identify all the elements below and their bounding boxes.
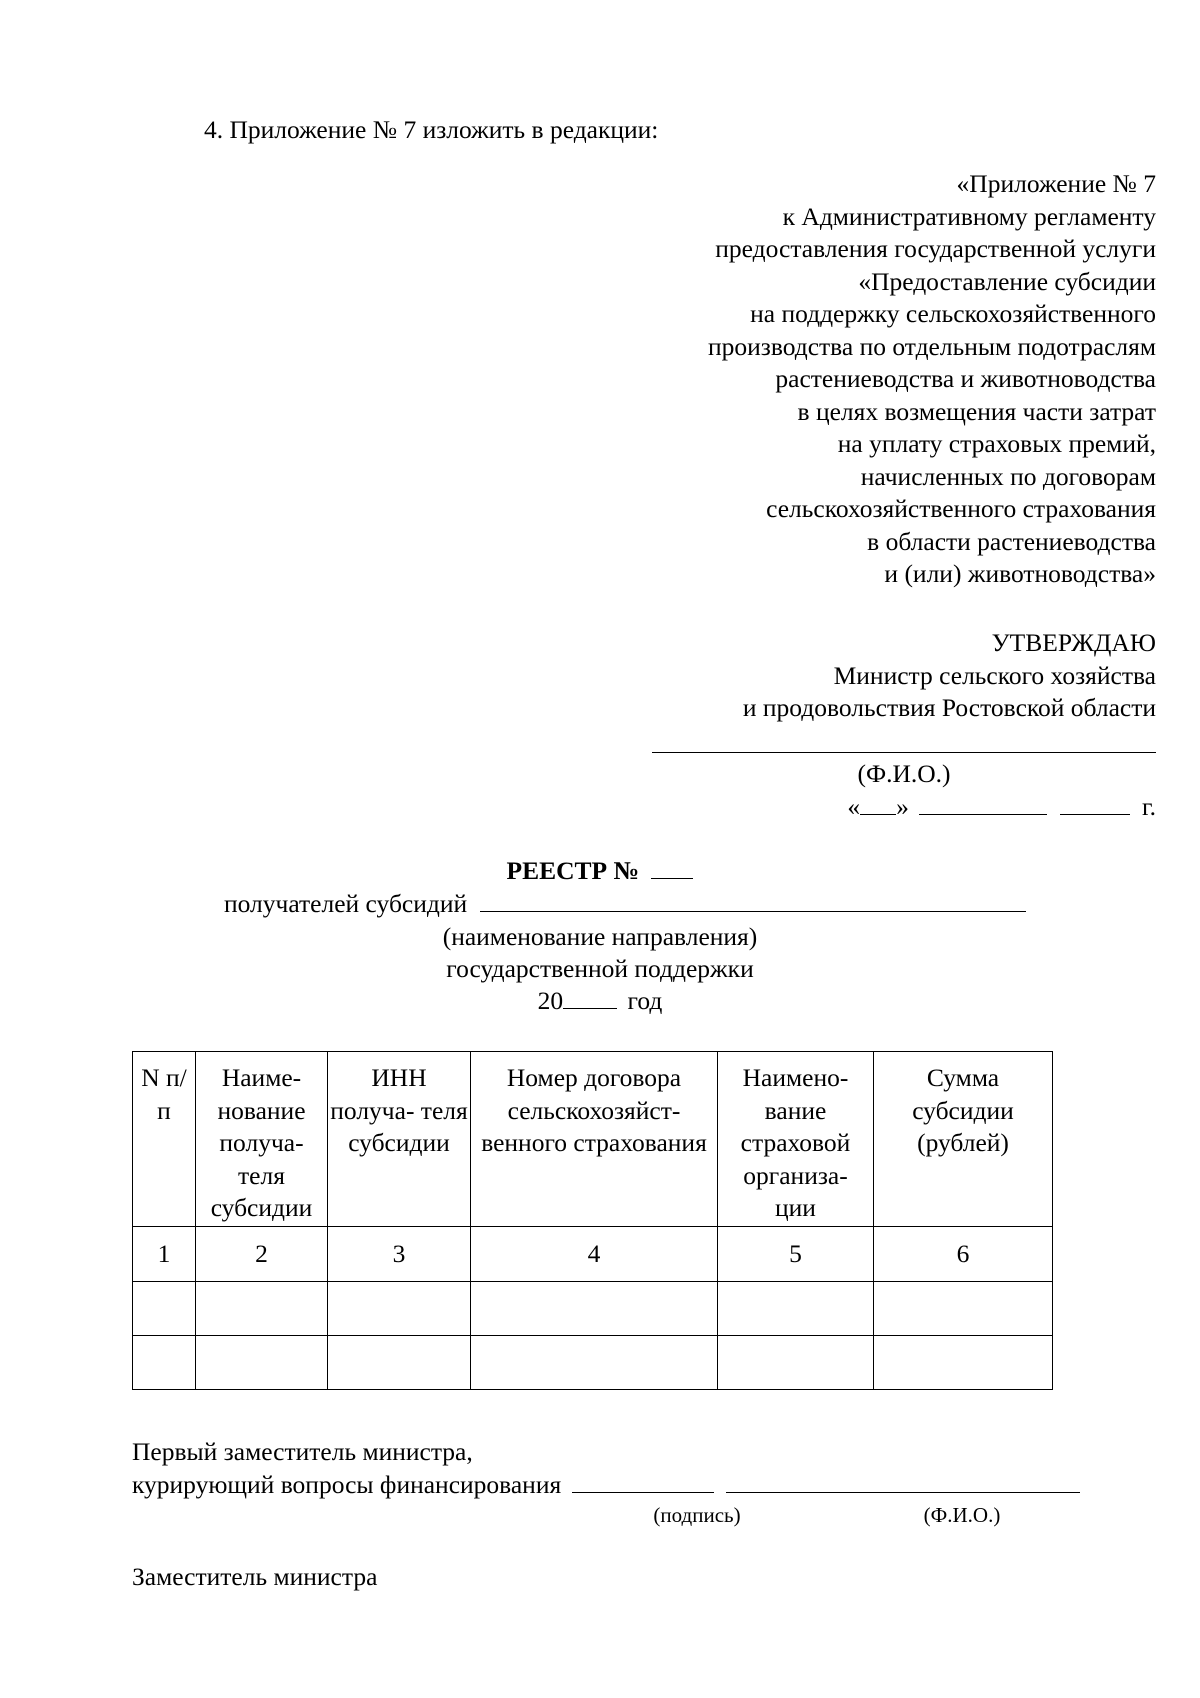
table-header-cell: Номер договора сельскохозяйст- венного страхования bbox=[471, 1052, 718, 1227]
first-deputy-fio-caption: (Ф.И.О.) bbox=[923, 1503, 1001, 1527]
year-suffix: г. bbox=[1142, 792, 1156, 821]
direction-blank bbox=[480, 889, 1026, 912]
appendix-line: и (или) животноводства» bbox=[884, 559, 1156, 588]
date-quote-close: » bbox=[896, 792, 909, 821]
month-blank bbox=[919, 792, 1047, 815]
table-cell bbox=[328, 1336, 471, 1390]
approval-block bbox=[743, 627, 1156, 725]
appendix-line: «Приложение № 7 bbox=[956, 169, 1156, 198]
register-year-line bbox=[0, 985, 1200, 1017]
appendix-line: растениеводства и животноводства bbox=[775, 364, 1156, 393]
table-cell bbox=[196, 1336, 328, 1390]
appendix-line: производства по отдельным подотраслям bbox=[708, 331, 1156, 361]
direction-caption: (наименование направления) bbox=[442, 922, 758, 951]
table-cell bbox=[718, 1336, 874, 1390]
table-header-cell: N п/п bbox=[133, 1052, 196, 1227]
appendix-line: на поддержку сельскохозяйственного bbox=[750, 299, 1156, 328]
year-blank bbox=[1060, 792, 1130, 815]
appendix-line: сельскохозяйственного страхования bbox=[766, 494, 1156, 523]
column-number-cell: 1 bbox=[133, 1227, 196, 1282]
table-cell bbox=[133, 1336, 196, 1390]
register-title-text: РЕЕСТР № bbox=[506, 856, 640, 885]
table-cell bbox=[471, 1282, 718, 1336]
approve-heading: УТВЕРЖДАЮ bbox=[991, 628, 1156, 657]
approve-position-line: Министр сельского хозяйства bbox=[833, 660, 1156, 690]
register-number-blank bbox=[651, 856, 693, 879]
appendix-reference bbox=[708, 168, 1156, 591]
table-cell bbox=[328, 1282, 471, 1336]
register-title bbox=[0, 855, 1200, 887]
appendix-line: к Административному регламенту bbox=[782, 201, 1156, 231]
table-cell bbox=[196, 1282, 328, 1336]
table-header-cell: ИНН получа- теля субсидии bbox=[328, 1052, 471, 1227]
table-cell bbox=[718, 1282, 874, 1336]
column-number-cell: 5 bbox=[718, 1227, 874, 1282]
column-number-cell: 2 bbox=[196, 1227, 328, 1282]
approve-position-line: и продовольствия Ростовской области bbox=[742, 693, 1156, 722]
approval-date-line bbox=[847, 791, 1156, 823]
recipients-line bbox=[224, 888, 1026, 920]
column-number-cell: 6 bbox=[874, 1227, 1053, 1282]
register-year-blank bbox=[563, 986, 617, 1009]
table-header-cell: Наиме- нование получа- теля субсидии bbox=[196, 1052, 328, 1227]
column-number-cell: 3 bbox=[328, 1227, 471, 1282]
fio-blank bbox=[726, 1470, 1080, 1493]
table-cell bbox=[133, 1282, 196, 1336]
table-cell bbox=[471, 1336, 718, 1390]
table-cell bbox=[874, 1282, 1053, 1336]
deputy-minister-title: Заместитель министра bbox=[132, 1562, 378, 1591]
recipients-label: получателей субсидий bbox=[224, 889, 468, 918]
sign-caption: (подпись) bbox=[653, 1503, 741, 1527]
appendix-line: в целях возмещения части затрат bbox=[797, 396, 1156, 426]
table-column-number-row bbox=[133, 1227, 1053, 1282]
first-deputy-duties: курирующий вопросы финансирования bbox=[132, 1470, 562, 1499]
date-quote-open: « bbox=[847, 792, 861, 821]
appendix-line: на уплату страховых премий, bbox=[837, 429, 1156, 458]
register-table bbox=[132, 1051, 1053, 1390]
appendix-line: «Предоставление субсидии bbox=[858, 266, 1156, 296]
support-caption: государственной поддержки bbox=[446, 954, 754, 983]
first-deputy-title: Первый заместитель министра, bbox=[132, 1437, 473, 1466]
approver-signature-line bbox=[652, 752, 1156, 753]
table-header-cell: Сумма субсидии (рублей) bbox=[874, 1052, 1053, 1227]
table-header-cell: Наимено- вание страховой организа- ции bbox=[718, 1052, 874, 1227]
table-cell bbox=[874, 1336, 1053, 1390]
day-blank bbox=[860, 792, 896, 815]
year-prefix: 20 bbox=[537, 986, 564, 1015]
table-row bbox=[133, 1282, 1053, 1336]
table-header-row bbox=[133, 1052, 1053, 1227]
year-word: год bbox=[627, 986, 663, 1015]
table-row bbox=[133, 1336, 1053, 1390]
appendix-line: начисленных по договорам bbox=[860, 461, 1156, 491]
signature-blank bbox=[572, 1470, 714, 1493]
appendix-line: предоставления государственной услуги bbox=[715, 234, 1156, 263]
column-number-cell: 4 bbox=[471, 1227, 718, 1282]
approver-fio-caption: (Ф.И.О.) bbox=[857, 759, 951, 788]
intro-text: 4. Приложение № 7 изложить в редакции: bbox=[204, 115, 659, 144]
first-deputy-signature-line bbox=[132, 1469, 1080, 1501]
appendix-line: в области растениеводства bbox=[867, 526, 1156, 556]
